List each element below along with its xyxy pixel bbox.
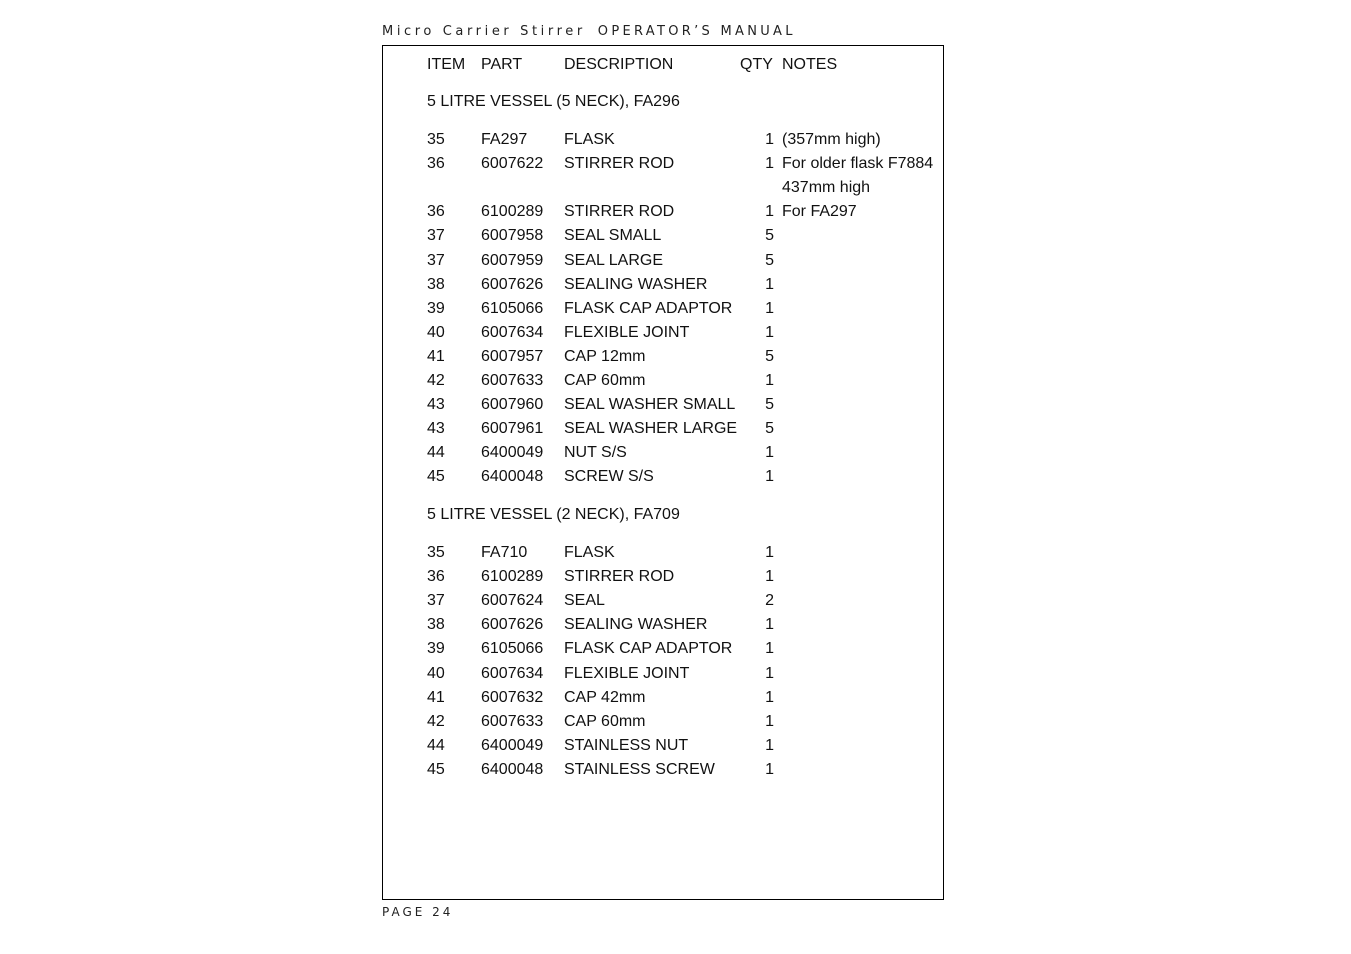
cell-qty: 1 xyxy=(765,760,774,778)
cell-notes-continued: 437mm high xyxy=(782,179,871,197)
cell-item: 36 xyxy=(427,203,445,221)
cell-notes: For FA297 xyxy=(782,203,857,221)
cell-qty: 1 xyxy=(765,444,774,462)
cell-item: 41 xyxy=(427,688,445,706)
cell-item: 36 xyxy=(427,568,445,586)
cell-description: SEALING WASHER xyxy=(564,275,708,293)
cell-item: 39 xyxy=(427,299,445,317)
cell-item: 39 xyxy=(427,640,445,658)
cell-description: FLASK xyxy=(564,131,615,148)
column-header-item: ITEM xyxy=(427,56,466,73)
cell-item: 45 xyxy=(427,468,445,486)
cell-part: 6007633 xyxy=(481,712,544,730)
cell-notes: For older flask F7884 xyxy=(782,155,934,173)
cell-description: NUT S/S xyxy=(564,444,627,462)
running-header xyxy=(382,24,796,39)
section-title: 5 LITRE VESSEL (2 NECK), FA709 xyxy=(427,506,680,523)
cell-description: CAP 60mm xyxy=(564,712,646,730)
cell-part: 6100289 xyxy=(481,568,544,586)
cell-item: 45 xyxy=(427,760,445,778)
cell-qty: 1 xyxy=(765,468,774,486)
cell-item: 37 xyxy=(427,592,445,610)
cell-description: CAP 42mm xyxy=(564,688,646,706)
cell-qty: 1 xyxy=(765,372,774,389)
cell-qty: 1 xyxy=(765,131,774,148)
cell-part: 6007959 xyxy=(481,251,544,269)
cell-qty: 2 xyxy=(765,592,774,610)
cell-qty: 1 xyxy=(765,544,774,561)
cell-item: 41 xyxy=(427,347,445,365)
cell-item: 38 xyxy=(427,275,445,293)
cell-description: FLASK CAP ADAPTOR xyxy=(564,299,733,317)
cell-part: 6100289 xyxy=(481,203,544,221)
cell-item: 43 xyxy=(427,420,445,438)
cell-qty: 1 xyxy=(765,323,774,341)
cell-part: 6400048 xyxy=(481,760,544,778)
section-title: 5 LITRE VESSEL (5 NECK), FA296 xyxy=(427,93,680,110)
cell-part: 6400049 xyxy=(481,444,544,462)
cell-part: 6007633 xyxy=(481,372,544,389)
cell-description: STIRRER ROD xyxy=(564,203,675,221)
cell-description: FLEXIBLE JOINT xyxy=(564,664,690,682)
cell-qty: 1 xyxy=(765,275,774,293)
cell-description: STAINLESS NUT xyxy=(564,736,689,754)
cell-part: 6007634 xyxy=(481,323,544,341)
cell-part: 6007626 xyxy=(481,275,544,293)
cell-part: 6007961 xyxy=(481,420,544,438)
cell-item: 36 xyxy=(427,155,445,173)
cell-qty: 5 xyxy=(765,227,774,245)
cell-description: FLASK xyxy=(564,544,615,561)
column-header-part: PART xyxy=(481,56,523,73)
cell-qty: 1 xyxy=(765,616,774,634)
cell-description: SEAL WASHER LARGE xyxy=(564,420,738,438)
cell-part: 6007626 xyxy=(481,616,544,634)
cell-description: CAP 12mm xyxy=(564,347,646,365)
cell-qty: 1 xyxy=(765,712,774,730)
cell-part: 6007624 xyxy=(481,592,544,610)
cell-description: FLASK CAP ADAPTOR xyxy=(564,640,733,658)
cell-qty: 5 xyxy=(765,251,774,269)
cell-description: SEAL LARGE xyxy=(564,251,664,269)
column-header-notes: NOTES xyxy=(782,56,838,73)
cell-item: 44 xyxy=(427,444,445,462)
cell-part: 6007957 xyxy=(481,347,544,365)
parts-list-frame xyxy=(382,45,944,900)
cell-item: 42 xyxy=(427,712,445,730)
cell-qty: 1 xyxy=(765,203,774,221)
cell-description: SCREW S/S xyxy=(564,468,654,486)
cell-description: SEAL WASHER SMALL xyxy=(564,396,736,414)
cell-qty: 1 xyxy=(765,299,774,317)
cell-part: 6400049 xyxy=(481,736,544,754)
cell-item: 37 xyxy=(427,251,445,269)
cell-part: 6007634 xyxy=(481,664,544,682)
cell-part: 6105066 xyxy=(481,299,544,317)
column-header-description: DESCRIPTION xyxy=(564,56,674,73)
cell-description: STAINLESS SCREW xyxy=(564,760,715,778)
cell-description: FLEXIBLE JOINT xyxy=(564,323,690,341)
cell-notes: (357mm high) xyxy=(782,131,881,148)
cell-item: 38 xyxy=(427,616,445,634)
cell-item: 37 xyxy=(427,227,445,245)
cell-qty: 1 xyxy=(765,664,774,682)
cell-qty: 5 xyxy=(765,420,774,438)
cell-part: 6400048 xyxy=(481,468,544,486)
page-number: PAGE 24 xyxy=(382,905,454,919)
cell-item: 35 xyxy=(427,131,445,148)
document-title: Micro Carrier Stirrer xyxy=(382,24,586,39)
cell-description: STIRRER ROD xyxy=(564,155,675,173)
cell-qty: 1 xyxy=(765,568,774,586)
cell-part: 6007632 xyxy=(481,688,544,706)
manual-label: OPERATOR’S MANUAL xyxy=(597,24,796,39)
cell-item: 35 xyxy=(427,544,445,561)
cell-part: 6105066 xyxy=(481,640,544,658)
cell-item: 40 xyxy=(427,323,445,341)
cell-part: FA297 xyxy=(481,131,528,148)
cell-description: SEALING WASHER xyxy=(564,616,708,634)
cell-part: 6007960 xyxy=(481,396,544,414)
cell-part: 6007622 xyxy=(481,155,544,173)
cell-description: SEAL xyxy=(564,592,605,610)
cell-qty: 1 xyxy=(765,640,774,658)
cell-qty: 5 xyxy=(765,347,774,365)
column-header-qty: QTY xyxy=(740,56,773,73)
cell-qty: 5 xyxy=(765,396,774,414)
cell-item: 44 xyxy=(427,736,445,754)
cell-part: FA710 xyxy=(481,544,528,561)
cell-item: 42 xyxy=(427,372,445,389)
cell-part: 6007958 xyxy=(481,227,544,245)
cell-qty: 1 xyxy=(765,688,774,706)
cell-description: CAP 60mm xyxy=(564,372,646,389)
cell-item: 43 xyxy=(427,396,445,414)
cell-description: SEAL SMALL xyxy=(564,227,662,245)
cell-description: STIRRER ROD xyxy=(564,568,675,586)
cell-qty: 1 xyxy=(765,736,774,754)
cell-qty: 1 xyxy=(765,155,774,173)
cell-item: 40 xyxy=(427,664,445,682)
